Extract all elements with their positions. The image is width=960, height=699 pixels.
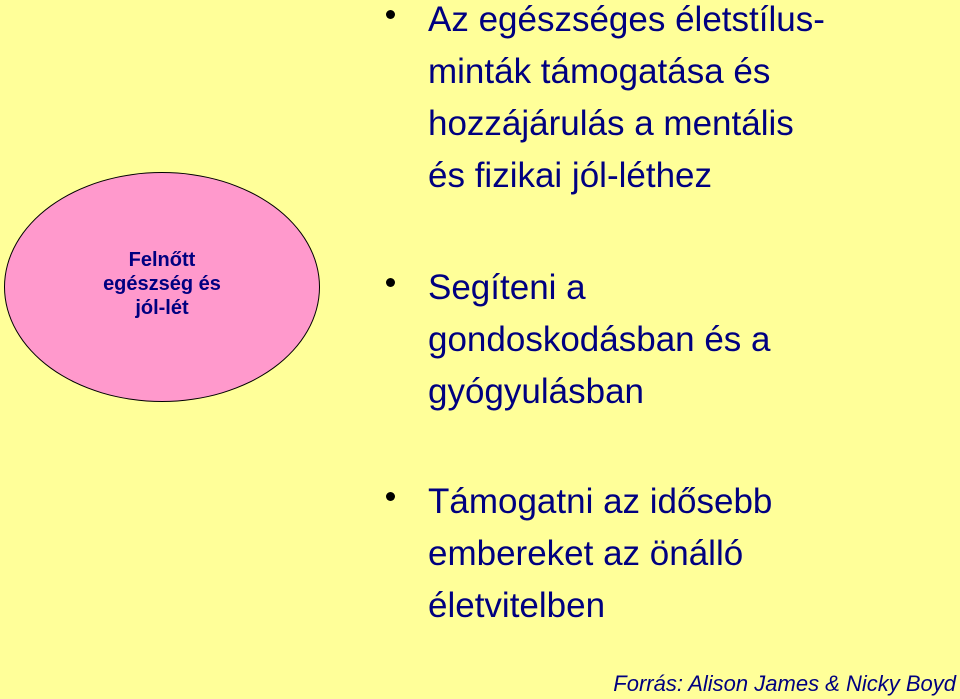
- bullet-text: [428, 476, 948, 632]
- ellipse-label-line: Felnőtt: [128, 249, 196, 271]
- ellipse-label-line: egészség és: [103, 273, 221, 295]
- central-ellipse: [4, 172, 320, 402]
- ellipse-label-line: jól-lét: [135, 297, 189, 319]
- bullet-line: Az egészséges életstílus-: [428, 0, 825, 39]
- bullet-line: életvitelben: [428, 586, 606, 625]
- bullet-line: Segíteni a: [428, 268, 586, 307]
- bullet-line: és fizikai jól-léthez: [428, 156, 712, 195]
- bullet-dot-icon: [386, 10, 395, 19]
- bullet-line: embereket az önálló: [428, 534, 744, 573]
- bullet-text: [428, 262, 948, 418]
- bullet-line: gondoskodásban és a: [428, 320, 771, 359]
- bullet-dot-icon: [386, 492, 395, 501]
- bullet-dot-icon: [386, 278, 395, 287]
- bullet-line: gyógyulásban: [428, 372, 644, 411]
- bullet-text: [428, 0, 948, 202]
- bullet-line: minták támogatása és: [428, 52, 771, 91]
- ellipse-label: [103, 248, 221, 320]
- source-citation: Forrás: Alison James & Nicky Boyd: [613, 671, 956, 696]
- bullet-line: Támogatni az idősebb: [428, 482, 773, 521]
- bullet-line: hozzájárulás a mentális: [428, 104, 794, 143]
